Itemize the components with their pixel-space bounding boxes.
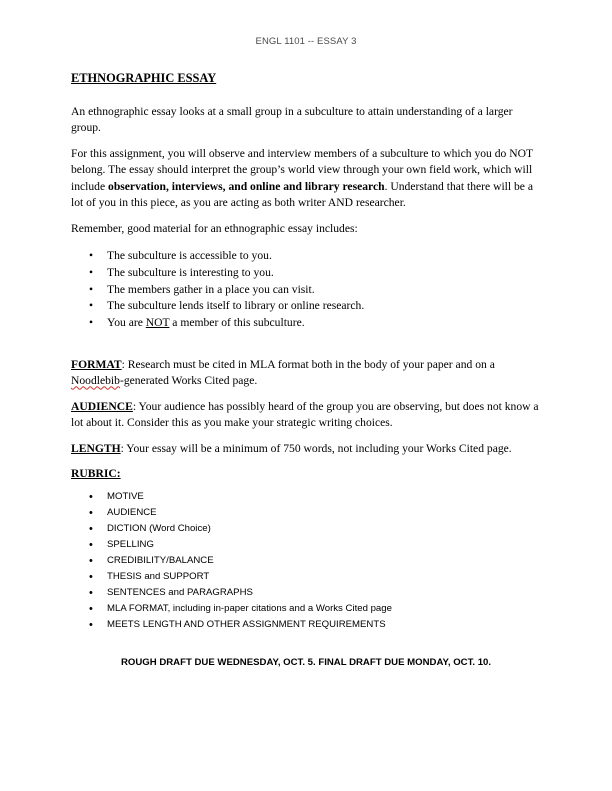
rubric-label: RUBRIC: (71, 467, 121, 481)
list-item: • The subculture is interesting to you. (71, 265, 541, 282)
list-item-text: You are (107, 316, 146, 330)
list-item (71, 315, 541, 332)
due-dates-footer: ROUGH DRAFT DUE WEDNESDAY, OCT. 5. FINAL DRAFT DUE MONDAY, OCT. 10. (120, 657, 492, 668)
length-label: LENGTH (71, 441, 121, 455)
assignment-bold-text: observation, interviews, and online and library research (108, 179, 385, 193)
rubric-list (71, 489, 541, 633)
length-paragraph (71, 441, 541, 458)
materials-list (71, 248, 541, 332)
list-item-emphasis: NOT (145, 316, 170, 330)
format-paragraph (71, 357, 541, 390)
list-item: • The subculture is accessible to you. (71, 248, 541, 265)
rubric-heading (71, 466, 541, 483)
list-item: • MOTIVE (71, 489, 541, 505)
list-item: • SENTENCES and PARAGRAPHS (71, 585, 541, 601)
noodlebib-word: Noodlebib (71, 374, 120, 388)
page-header: ENGL 1101 -- ESSAY 3 (255, 36, 357, 47)
list-item: • The members gather in a place you can visit. (71, 282, 541, 299)
essay-title: ETHNOGRAPHIC ESSAY (71, 71, 217, 85)
format-text: : Research must be cited in MLA format both in the body of your paper and on a (121, 357, 495, 371)
assignment-text-2: . Understand that there will be a lot of you in this piece, as you are acting as both writer AND researcher. (71, 179, 533, 209)
document-body (71, 70, 541, 633)
assignment-text-1: For this assignment, you will observe and interview members of a subculture to which you do NOT belong. The essay should interpret the group’s world view through your own field work, which will include (71, 146, 533, 193)
list-item: • The subculture lends itself to library or online research. (71, 298, 541, 315)
format-label: FORMAT (71, 357, 122, 371)
length-text: : Your essay will be a minimum of 750 words, not including your Works Cited page. (120, 441, 512, 455)
list-item: • CREDIBILITY/BALANCE (71, 553, 541, 569)
list-item: • AUDIENCE (71, 505, 541, 521)
audience-paragraph (71, 399, 541, 432)
list-item: • SPELLING (71, 537, 541, 553)
list-item: • MEETS LENGTH AND OTHER ASSIGNMENT REQUIREMENTS (71, 617, 541, 633)
audience-label: AUDIENCE (71, 399, 133, 413)
list-item: • MLA FORMAT, including in-paper citations and a Works Cited page (71, 601, 541, 617)
audience-text: : Your audience has possibly heard of the group you are observing, but does not know a lot about it. Consider this as you make your strategic writing choices. (71, 399, 539, 430)
assignment-paragraph (71, 146, 541, 212)
format-text: -generated Works Cited page. (119, 374, 258, 388)
list-item: • THESIS and SUPPORT (71, 569, 541, 585)
intro-paragraph: An ethnographic essay looks at a small group in a subculture to attain understanding of a larger group. (71, 104, 513, 134)
list-item-text: a member of this subculture. (169, 316, 305, 330)
list-item: • DICTION (Word Choice) (71, 521, 541, 537)
remember-paragraph: Remember, good material for an ethnographic essay includes: (71, 221, 358, 235)
